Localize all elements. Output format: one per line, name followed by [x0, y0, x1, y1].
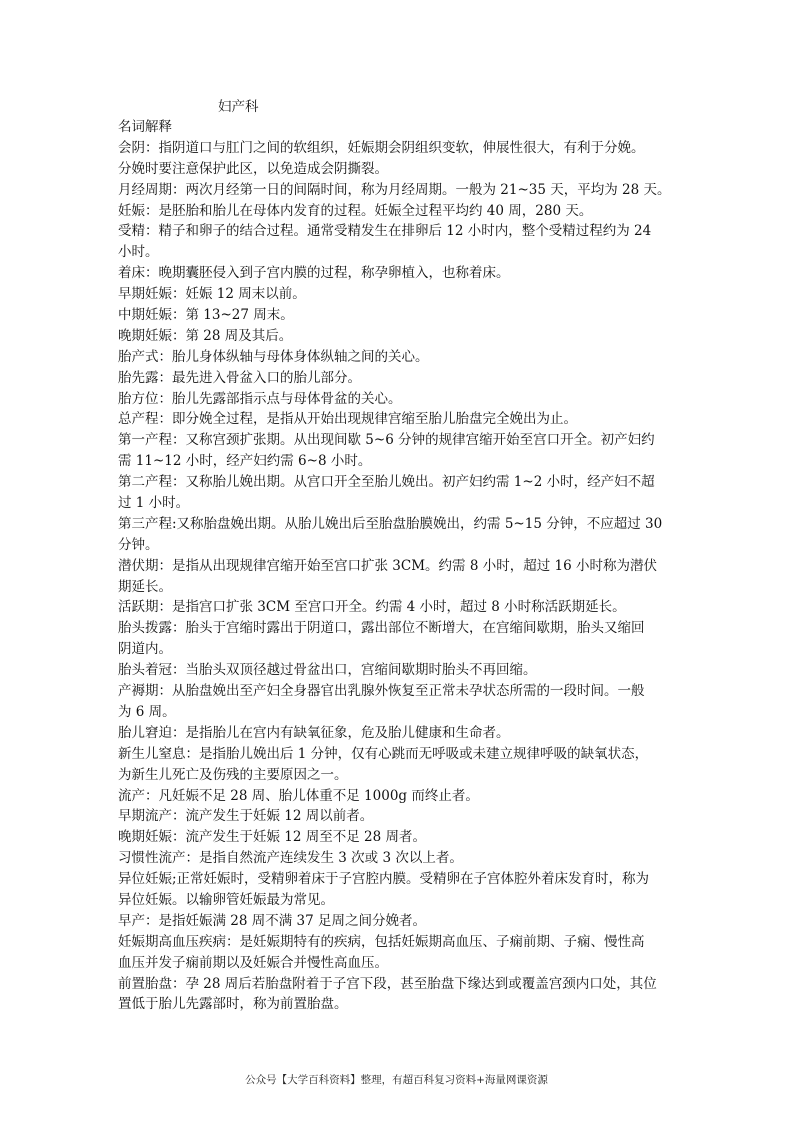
text-line: 第一产程：又称宫颈扩张期。从出现间歇 5~6 分钟的规律宫缩开始至宫口开全。初产妇约 [118, 432, 655, 449]
text-line: 分钟。 [118, 536, 159, 553]
text-line: 月经周期：两次月经第一日的间隔时间，称为月经周期。一般为 21~35 天，平均为 28 天。 [118, 181, 671, 198]
text-line: 前置胎盘：孕 28 周后若胎盘附着于子宫下段，甚至胎盘下缘达到或覆盖宫颈内口处，其位 [118, 975, 657, 992]
text-line: 潜伏期：是指从出现规律宫缩开始至宫口扩张 3CM。约需 8 小时，超过 16 小时称为潜伏 [118, 557, 657, 574]
text-line: 胎方位：胎儿先露部指示点与母体骨盆的关心。 [118, 390, 402, 407]
text-line: 胎产式：胎儿身体纵轴与母体身体纵轴之间的关心。 [118, 348, 429, 365]
text-line: 活跃期：是指宫口扩张 3CM 至宫口开全。约需 4 小时，超过 8 小时称活跃期延长。 [118, 599, 626, 616]
text-line: 期延长。 [118, 578, 172, 595]
text-line: 胎头着冠：当胎头双顶径越过骨盆出口，宫缩间歇期时胎头不再回缩。 [118, 662, 537, 679]
text-line: 阴道内。 [118, 641, 172, 658]
text-line: 异位妊娠。以输卵管妊娠最为常见。 [118, 891, 334, 908]
text-line: 习惯性流产：是指自然流产连续发生 3 次或 3 次以上者。 [118, 850, 463, 867]
text-line: 血压并发子痫前期以及妊娠合并慢性高血压。 [118, 954, 388, 971]
text-line: 第二产程：又称胎儿娩出期。从宫口开全至胎儿娩出。初产妇约需 1~2 小时，经产妇不超 [118, 474, 655, 491]
text-line: 早产：是指妊娠满 28 周不满 37 足周之间分娩者。 [118, 912, 427, 929]
text-line: 产褥期：从胎盘娩出至产妇全身器官出乳腺外恢复至正常未孕状态所需的一段时间。一般 [118, 683, 645, 700]
text-line: 分娩时要注意保护此区，以免造成会阴撕裂。 [118, 160, 388, 177]
text-line: 胎头拨露：胎头于宫缩时露出于阴道口，露出部位不断增大，在宫缩间歇期，胎头又缩回 [118, 620, 645, 637]
text-line: 流产：凡妊娠不足 28 周、胎儿体重不足 1000g 而终止者。 [118, 787, 479, 804]
text-line: 置低于胎儿先露部时，称为前置胎盘。 [118, 996, 348, 1013]
text-line: 着床：晚期囊胚侵入到子宫内膜的过程，称孕卵植入，也称着床。 [118, 265, 510, 282]
text-line: 晚期妊娠：第 28 周及其后。 [118, 327, 293, 344]
text-line: 早期流产：流产发生于妊娠 12 周以前者。 [118, 808, 374, 825]
text-line: 需 11~12 小时，经产妇约需 6~8 小时。 [118, 453, 372, 470]
text-line: 胎先露：最先进入骨盆入口的胎儿部分。 [118, 369, 361, 386]
text-line: 第三产程:又称胎盘娩出期。从胎儿娩出后至胎盘胎膜娩出，约需 5~15 分钟，不应超过 30 [118, 515, 663, 532]
text-line: 总产程：即分娩全过程，是指从开始出现规律宫缩至胎儿胎盘完全娩出为止。 [118, 411, 577, 428]
section-heading: 名词解释 [118, 119, 172, 135]
page-footer: 公众号【大学百科资料】整理，有超百科复习资料+海量网课资源 [245, 1074, 548, 1086]
text-line: 为 6 周。 [118, 703, 176, 720]
text-line: 妊娠：是胚胎和胎儿在母体内发育的过程。妊娠全过程平均约 40 周，280 天。 [118, 202, 593, 219]
document-title: 妇产科 [218, 99, 259, 115]
text-line: 小时。 [118, 244, 159, 261]
text-line: 异位妊娠;正常妊娠时，受精卵着床于子宫腔内膜。受精卵在子宫体腔外着床发育时，称为 [118, 871, 650, 888]
document-body [118, 117, 684, 1015]
text-line: 晚期妊娠：流产发生于妊娠 12 周至不足 28 周者。 [118, 829, 427, 846]
text-line: 新生儿窒息：是指胎儿娩出后 1 分钟，仅有心跳而无呼吸或未建立规律呼吸的缺氧状态， [118, 745, 649, 762]
text-line: 中期妊娠：第 13~27 周末。 [118, 307, 294, 324]
text-line: 早期妊娠：妊娠 12 周末以前。 [118, 286, 306, 303]
text-line: 过 1 小时。 [118, 495, 190, 512]
text-line: 会阴：指阴道口与肛门之间的软组织，妊娠期会阴组织变软，伸展性很大，有利于分娩。 [118, 139, 645, 156]
text-line: 受精：精子和卵子的结合过程。通常受精发生在排卵后 12 小时内，整个受精过程约为 24 [118, 223, 652, 240]
text-line: 妊娠期高血压疾病：是妊娠期特有的疾病，包括妊娠期高血压、子痫前期、子痫、慢性高 [118, 933, 645, 950]
text-line: 胎儿窘迫：是指胎儿在宫内有缺氧征象，危及胎儿健康和生命者。 [118, 724, 510, 741]
text-line: 为新生儿死亡及伤残的主要原因之一。 [118, 766, 348, 783]
